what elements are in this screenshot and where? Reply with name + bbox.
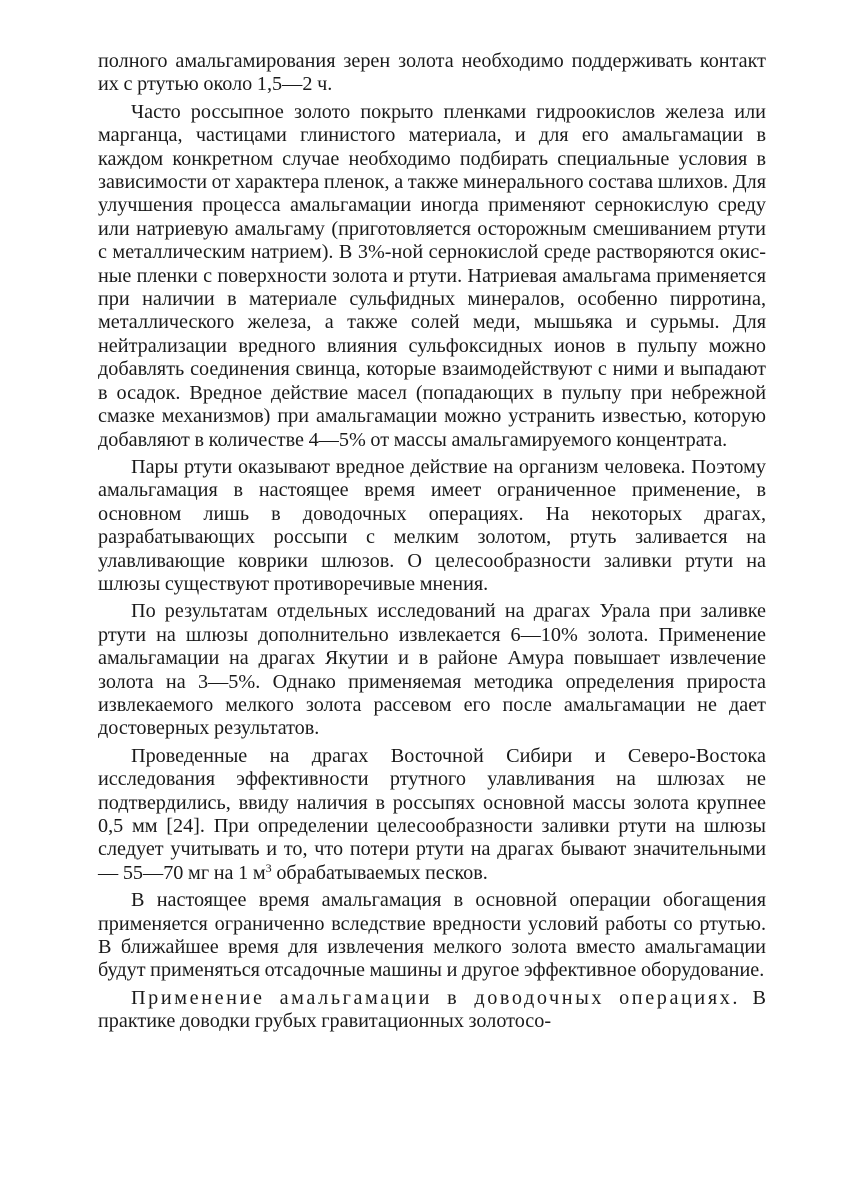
- section-text: В практике доводки грубых гравитационных золотосо-: [98, 986, 766, 1033]
- cubic-superscript: 3: [265, 860, 272, 875]
- paragraph-1: полного амальгамирования зерен золота необходимо поддерживать контакт их с ртутью около 1,5—2 ч.: [98, 50, 766, 96]
- paragraph-5: [98, 745, 766, 885]
- paragraph-5-end: обрабатываемых песков.: [271, 861, 488, 884]
- paragraph-5-text: Проведенные на драгах Восточной Сибири и Северо-Востока исследования эффективности ртутного улавливания на шлюзах не подтвердились, ввиду наличия в россыпях основной массы золота крупнее 0,5 мм [24]. При определении целесообразности заливки ртути на шлюзы следует учитывать и то, что потери ртути на драгах бывают значительными — 55—70 мг на 1 м: [98, 744, 766, 884]
- paragraph-4: По результатам отдельных исследований на драгах Урала при заливке ртути на шлюзы дополнительно извлекается 6—10% золота. Применение амальгамации на драгах Якутии и в районе Амура повышает извлечение золота на 3—5%. Однако применяемая методика определения прироста извлекаемого мелкого золота рассевом его после амальгамации не дает достоверных результатов.: [98, 600, 766, 740]
- page-text: [98, 50, 766, 1034]
- paragraph-2: Часто россыпное золото покрыто пленками гидроокислов железа или марганца, частицами глинистого материала, и для его амальгамации в каждом конкретном случае необходимо подбирать специальные условия в зависимости от характера пленок, а также минерального состава шлихов. Для улучшения процесса амальгамации иногда применяют сернокислую среду или натриевую амальгаму (приготовляется осторожным смешиванием ртути с металлическим натрием). В 3%-ной сернокислой среде растворяются окисные пленки с поверхности золота и ртути. Натриевая амальгама применяется при наличии в материале сульфидных минералов, особенно пирротина, металлического железа, а также солей меди, мышьяка и сурьмы. Для нейтрализации вредного влияния сульфоксидных ионов в пульпу можно добавлять соединения свинца, которые взаимодействуют с ними и выпадают в осадок. Вредное действие масел (попадающих в пульпу при небрежной смазке механизмов) при амальгамации можно устранить известью, которую добавляют в количестве 4—5% от массы амальгамируемого концентрата.: [98, 100, 766, 451]
- paragraph-3: Пары ртути оказывают вредное действие на организм человека. Поэтому амальгамация в настоящее время имеет ограниченное применение, в основном лишь в доводочных операциях. На некоторых драгах, разрабатывающих россыпи с мелким золотом, ртуть заливается на улавливающие коврики шлюзов. О целесообразности заливки ртути на шлюзы существуют противоречивые мнения.: [98, 455, 766, 595]
- section-heading: Применение амальгамации в доводочных операциях.: [131, 986, 741, 1009]
- paragraph-6: В настоящее время амальгамация в основной операции обогащения применяется ограниченно вследствие вредности условий работы со ртутью. В ближайшее время для извлечения мелкого золота вместо амальгамации будут применяться отсадочные машины и другое эффективное оборудование.: [98, 889, 766, 982]
- paragraph-7: [98, 987, 766, 1034]
